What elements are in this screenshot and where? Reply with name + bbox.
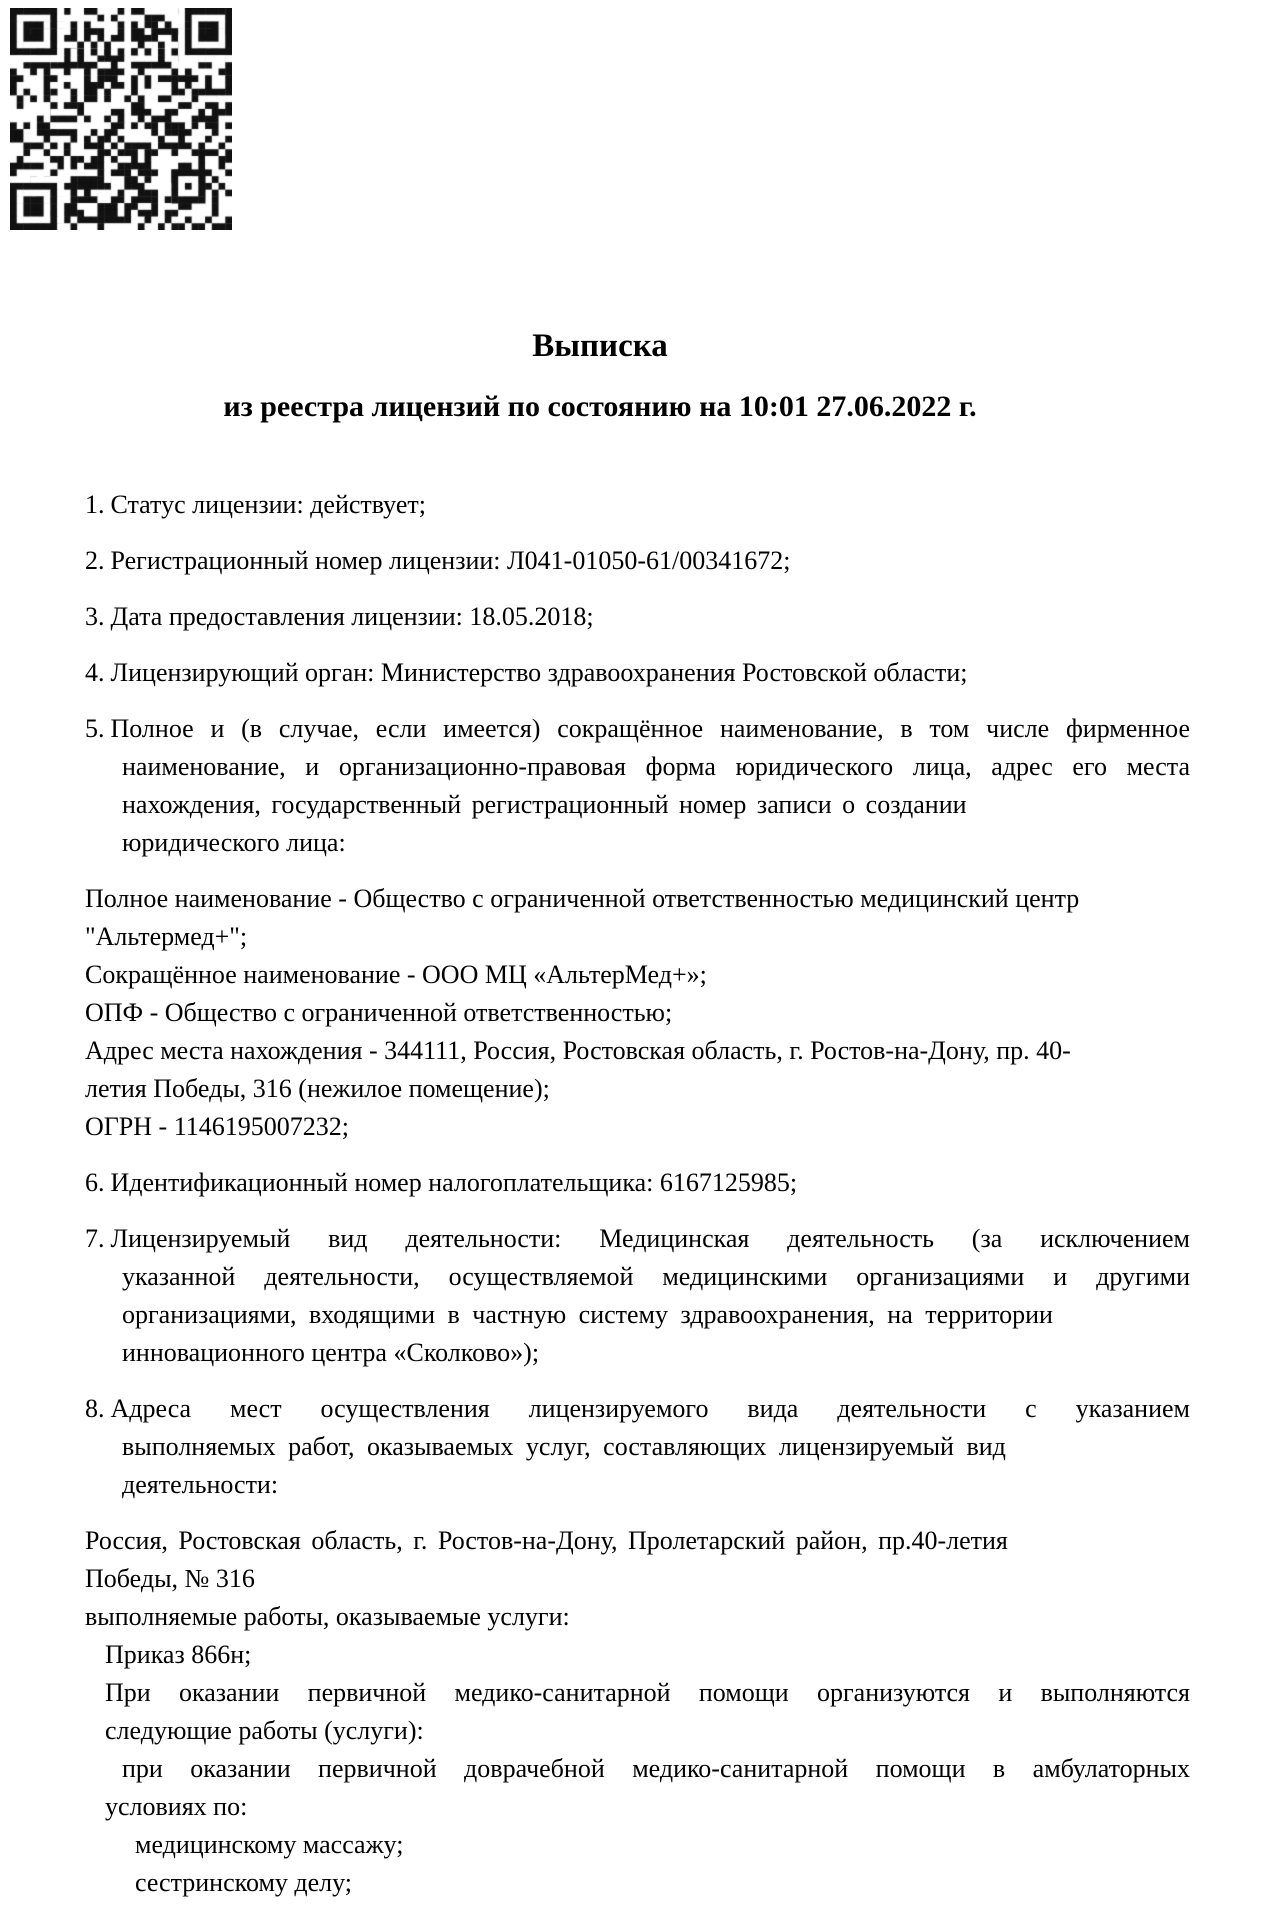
address-activity-line: медицинскому массажу; bbox=[135, 1830, 404, 1859]
document-page bbox=[0, 8, 1265, 1908]
item-number: 7. bbox=[85, 1224, 105, 1253]
item-line bbox=[85, 1164, 1190, 1202]
org-details bbox=[85, 880, 1190, 1146]
item-number: 2. bbox=[85, 546, 105, 575]
item-line: указанной деятельности, осуществляемой медицинскими организациями и другими bbox=[122, 1262, 1190, 1291]
address-activity-line: При оказании первичной медико-санитарной помощи организуются и выполняются bbox=[105, 1678, 1190, 1707]
document-subtitle: из реестра лицензий по состоянию на 10:01 27.06.2022 г. bbox=[223, 390, 977, 423]
item-line bbox=[85, 710, 1190, 748]
address-activity-line: сестринскому делу; bbox=[135, 1868, 353, 1897]
item-line: деятельности: bbox=[122, 1470, 279, 1499]
license-item-grant-date bbox=[85, 598, 1190, 636]
license-item-activity-type bbox=[85, 1220, 1190, 1372]
license-item-reg-number bbox=[85, 542, 1190, 580]
org-details-line: ОПФ - Общество с ограниченной ответственностью; bbox=[85, 998, 673, 1027]
item-line bbox=[85, 1220, 1190, 1258]
item-line bbox=[85, 654, 1190, 692]
item-text: Статус лицензии: действует; bbox=[110, 490, 426, 519]
item-line bbox=[85, 1390, 1190, 1428]
item-line bbox=[85, 486, 1190, 524]
license-item-org-name-heading bbox=[85, 710, 1190, 862]
license-item-status bbox=[85, 486, 1190, 524]
item-line: инновационного центра «Сколково»); bbox=[122, 1338, 540, 1367]
license-item-authority bbox=[85, 654, 1190, 692]
item-text: Идентификационный номер налогоплательщика: 6167125985; bbox=[110, 1168, 798, 1197]
item-text: Регистрационный номер лицензии: Л041-01050-61/00341672; bbox=[110, 546, 791, 575]
item-number: 1. bbox=[85, 490, 105, 519]
org-details-line: "Альтермед+"; bbox=[85, 922, 248, 951]
org-details-line: Полное наименование - Общество с ограниченной ответственностью медицинский центр bbox=[85, 884, 1080, 913]
item-number: 6. bbox=[85, 1168, 105, 1197]
item-line: нахождения, государственный регистрационный номер записи о создании bbox=[122, 790, 967, 819]
address-activity-line: Победы, № 316 bbox=[85, 1564, 255, 1593]
org-details-line: Сокращённое наименование - ООО МЦ «АльтерМед+»; bbox=[85, 960, 707, 989]
item-number: 4. bbox=[85, 658, 105, 687]
activity-address-and-services bbox=[85, 1522, 1190, 1902]
qr-code-container bbox=[10, 8, 232, 230]
item-text: Полное и (в случае, если имеется) сокращённое наименование, в том числе фирменное bbox=[110, 714, 1190, 743]
org-details-line: Адрес места нахождения - 344111, Россия, Ростовская область, г. Ростов-на-Дону, пр. 40- bbox=[85, 1036, 1071, 1065]
qr-code bbox=[10, 8, 232, 230]
item-line: выполняемых работ, оказываемых услуг, составляющих лицензируемый вид bbox=[122, 1432, 1006, 1461]
address-activity-line: следующие работы (услуги): bbox=[105, 1716, 424, 1745]
item-text: Лицензирующий орган: Министерство здравоохранения Ростовской области; bbox=[110, 658, 968, 687]
item-text: Дата предоставления лицензии: 18.05.2018; bbox=[110, 602, 594, 631]
item-text: Лицензируемый вид деятельности: Медицинская деятельность (за исключением bbox=[110, 1224, 1190, 1253]
document-body bbox=[85, 326, 1190, 1902]
item-line bbox=[85, 598, 1190, 636]
item-number: 5. bbox=[85, 714, 105, 743]
address-activity-line: Приказ 866н; bbox=[105, 1640, 252, 1669]
item-line bbox=[85, 542, 1190, 580]
license-item-inn bbox=[85, 1164, 1190, 1202]
address-activity-line: при оказании первичной доврачебной медико-санитарной помощи в амбулаторных bbox=[122, 1754, 1190, 1783]
org-details-line: летия Победы, 316 (нежилое помещение); bbox=[85, 1074, 550, 1103]
item-text: Адреса мест осуществления лицензируемого вида деятельности с указанием bbox=[110, 1394, 1190, 1423]
item-line: юридического лица: bbox=[122, 828, 346, 857]
license-item-activity-addresses bbox=[85, 1390, 1190, 1504]
org-details-line: ОГРН - 1146195007232; bbox=[85, 1112, 349, 1141]
address-activity-line: выполняемые работы, оказываемые услуги: bbox=[85, 1602, 570, 1631]
document-title: Выписка bbox=[532, 328, 668, 364]
item-number: 8. bbox=[85, 1394, 105, 1423]
address-activity-line: условиях по: bbox=[105, 1792, 248, 1821]
address-activity-line: Россия, Ростовская область, г. Ростов-на-Дону, Пролетарский район, пр.40-летия bbox=[85, 1526, 1008, 1555]
item-line: организациями, входящими в частную систему здравоохранения, на территории bbox=[122, 1300, 1053, 1329]
item-line: наименование, и организационно-правовая форма юридического лица, адрес его места bbox=[122, 752, 1190, 781]
item-number: 3. bbox=[85, 602, 105, 631]
license-details bbox=[85, 486, 1190, 1902]
